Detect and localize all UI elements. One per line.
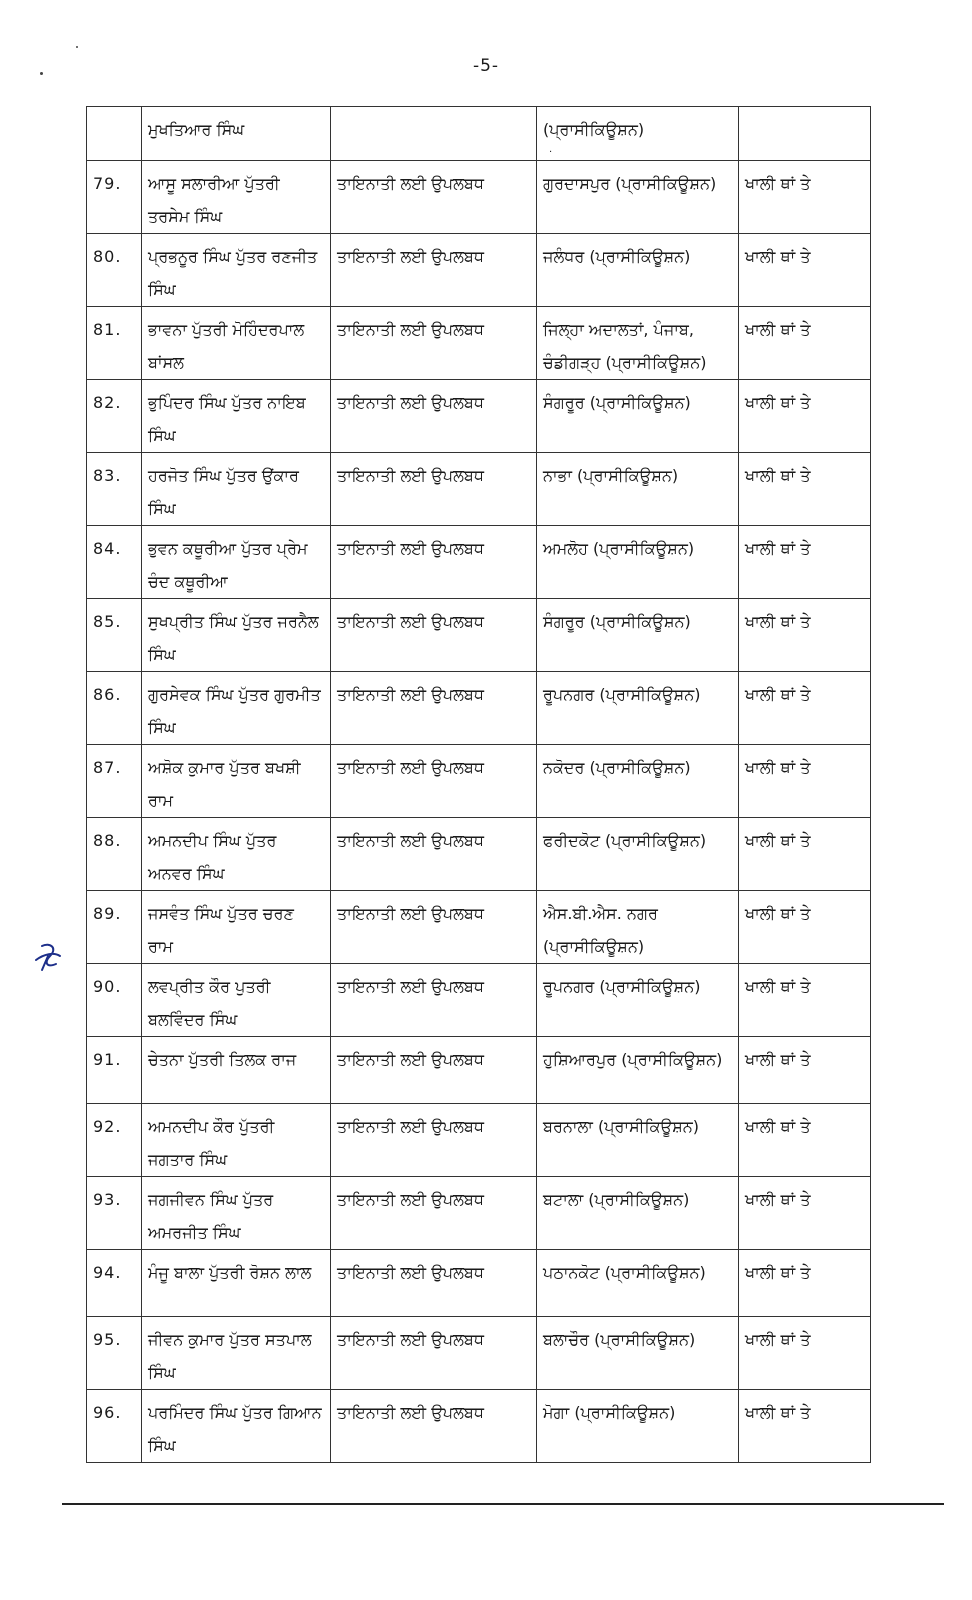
remark-cell: ਖਾਲੀ ਥਾਂ ਤੇ <box>739 380 871 453</box>
serial-number-cell: 88. <box>87 818 142 891</box>
remark-cell: ਖਾਲੀ ਥਾਂ ਤੇ <box>739 818 871 891</box>
serial-number-cell: 89. <box>87 891 142 964</box>
status-cell: ਤਾਇਨਾਤੀ ਲਈ ਉਪਲਬਧ <box>331 745 537 818</box>
officer-name-cell: ਅਸ਼ੋਕ ਕੁਮਾਰ ਪੁੱਤਰ ਬਖਸ਼ੀ ਰਾਮ <box>142 745 331 818</box>
status-cell: ਤਾਇਨਾਤੀ ਲਈ ਉਪਲਬਧ <box>331 672 537 745</box>
location-cell: ਜਿਲ੍ਹਾ ਅਦਾਲਤਾਂ, ਪੰਜਾਬ, ਚੰਡੀਗੜ੍ਹ (ਪ੍ਰਾਸੀਕਿਊਸ਼ਨ) <box>537 307 739 380</box>
table-row <box>87 964 871 1037</box>
location-cell: ਬਲਾਚੌਰ (ਪ੍ਰਾਸੀਕਿਊਸ਼ਨ) <box>537 1317 739 1390</box>
location-cell: ਨਾਭਾ (ਪ੍ਰਾਸੀਕਿਊਸ਼ਨ) <box>537 453 739 526</box>
serial-number-cell: 93. <box>87 1177 142 1250</box>
serial-number-cell: 94. <box>87 1250 142 1317</box>
table-row <box>87 307 871 380</box>
location-cell: ਬਟਾਲਾ (ਪ੍ਰਾਸੀਕਿਊਸ਼ਨ) <box>537 1177 739 1250</box>
footer-rule <box>62 1503 944 1505</box>
remark-cell: ਖਾਲੀ ਥਾਂ ਤੇ <box>739 745 871 818</box>
serial-number-cell: 81. <box>87 307 142 380</box>
location-cell: ਸੰਗਰੂਰ (ਪ੍ਰਾਸੀਕਿਊਸ਼ਨ) <box>537 380 739 453</box>
serial-number-cell: 82. <box>87 380 142 453</box>
officer-name-cell: ਅਮਨਦੀਪ ਸਿੰਘ ਪੁੱਤਰ ਅਨਵਰ ਸਿੰਘ <box>142 818 331 891</box>
location-cell: ਰੂਪਨਗਰ (ਪ੍ਰਾਸੀਕਿਊਸ਼ਨ) <box>537 672 739 745</box>
officer-name-cell: ਜਸਵੰਤ ਸਿੰਘ ਪੁੱਤਰ ਚਰਣ ਰਾਮ <box>142 891 331 964</box>
table-row <box>87 380 871 453</box>
serial-number-cell: 95. <box>87 1317 142 1390</box>
remark-cell: ਖਾਲੀ ਥਾਂ ਤੇ <box>739 964 871 1037</box>
posting-table <box>86 106 871 1463</box>
serial-number-cell: 84. <box>87 526 142 599</box>
officer-name-cell: ਜੀਵਨ ਕੁਮਾਰ ਪੁੱਤਰ ਸਤਪਾਲ ਸਿੰਘ <box>142 1317 331 1390</box>
remark-cell: ਖਾਲੀ ਥਾਂ ਤੇ <box>739 891 871 964</box>
status-cell: ਤਾਇਨਾਤੀ ਲਈ ਉਪਲਬਧ <box>331 161 537 234</box>
status-cell: ਤਾਇਨਾਤੀ ਲਈ ਉਪਲਬਧ <box>331 1104 537 1177</box>
officer-name-cell: ਜਗਜੀਵਨ ਸਿੰਘ ਪੁੱਤਰ ਅਮਰਜੀਤ ਸਿੰਘ <box>142 1177 331 1250</box>
remark-cell: ਖਾਲੀ ਥਾਂ ਤੇ <box>739 234 871 307</box>
remark-cell: ਖਾਲੀ ਥਾਂ ਤੇ <box>739 307 871 380</box>
page-number: -5- <box>472 56 500 76</box>
serial-number-cell: 87. <box>87 745 142 818</box>
location-cell: ਗੁਰਦਾਸਪੁਰ (ਪ੍ਰਾਸੀਕਿਊਸ਼ਨ) <box>537 161 739 234</box>
officer-name-cell: ਭਾਵਨਾ ਪੁੱਤਰੀ ਮੋਹਿੰਦਰਪਾਲ ਬਾਂਸਲ <box>142 307 331 380</box>
officer-name-cell: ਚੇਤਨਾ ਪੁੱਤਰੀ ਤਿਲਕ ਰਾਜ <box>142 1037 331 1104</box>
posting-table-body <box>87 107 871 1463</box>
location-cell: ਮੋਗਾ (ਪ੍ਰਾਸੀਕਿਊਸ਼ਨ) <box>537 1390 739 1463</box>
scan-speck <box>76 46 78 48</box>
officer-name-cell: ਪਰਮਿੰਦਰ ਸਿੰਘ ਪੁੱਤਰ ਗਿਆਨ ਸਿੰਘ <box>142 1390 331 1463</box>
status-cell <box>331 107 537 161</box>
remark-cell: ਖਾਲੀ ਥਾਂ ਤੇ <box>739 1390 871 1463</box>
scan-dot: . <box>549 144 553 155</box>
officer-name-cell: ਲਵਪ੍ਰੀਤ ਕੌਰ ਪੁਤਰੀ ਬਲਵਿੰਦਰ ਸਿੰਘ <box>142 964 331 1037</box>
location-cell: ਸੰਗਰੂਰ (ਪ੍ਰਾਸੀਕਿਊਸ਼ਨ) <box>537 599 739 672</box>
officer-name-cell: ਹਰਜੋਤ ਸਿੰਘ ਪੁੱਤਰ ਉਂਕਾਰ ਸਿੰਘ <box>142 453 331 526</box>
table-row <box>87 453 871 526</box>
location-cell: ਹੁਸ਼ਿਆਰਪੁਰ (ਪ੍ਰਾਸੀਕਿਊਸ਼ਨ) <box>537 1037 739 1104</box>
status-cell: ਤਾਇਨਾਤੀ ਲਈ ਉਪਲਬਧ <box>331 599 537 672</box>
table-row <box>87 526 871 599</box>
location-cell: ਨਕੋਦਰ (ਪ੍ਰਾਸੀਕਿਊਸ਼ਨ) <box>537 745 739 818</box>
table-row <box>87 745 871 818</box>
remark-cell: ਖਾਲੀ ਥਾਂ ਤੇ <box>739 161 871 234</box>
table-row <box>87 1104 871 1177</box>
table-row <box>87 1390 871 1463</box>
table-row <box>87 234 871 307</box>
location-cell: ਫਰੀਦਕੋਟ (ਪ੍ਰਾਸੀਕਿਊਸ਼ਨ) <box>537 818 739 891</box>
serial-cell <box>87 107 142 161</box>
location-cell: ਐਸ.ਬੀ.ਐਸ. ਨਗਰ (ਪ੍ਰਾਸੀਕਿਊਸ਼ਨ) <box>537 891 739 964</box>
status-cell: ਤਾਇਨਾਤੀ ਲਈ ਉਪਲਬਧ <box>331 526 537 599</box>
location-cell: ਬਰਨਾਲਾ (ਪ੍ਰਾਸੀਕਿਊਸ਼ਨ) <box>537 1104 739 1177</box>
location-cell: ਜਲੰਧਰ (ਪ੍ਰਾਸੀਕਿਊਸ਼ਨ) <box>537 234 739 307</box>
location-cell: ਅਮਲੋਹ (ਪ੍ਰਾਸੀਕਿਊਸ਼ਨ) <box>537 526 739 599</box>
officer-name-cell: ਗੁਰਸੇਵਕ ਸਿੰਘ ਪੁੱਤਰ ਗੁਰਮੀਤ ਸਿੰਘ <box>142 672 331 745</box>
remark-cell: ਖਾਲੀ ਥਾਂ ਤੇ <box>739 526 871 599</box>
remark-cell: ਖਾਲੀ ਥਾਂ ਤੇ <box>739 453 871 526</box>
officer-name-cell: ਭੁਪਿੰਦਰ ਸਿੰਘ ਪੁੱਤਰ ਨਾਇਬ ਸਿੰਘ <box>142 380 331 453</box>
table-row <box>87 891 871 964</box>
serial-number-cell: 85. <box>87 599 142 672</box>
handwritten-initials <box>30 934 68 974</box>
status-cell: ਤਾਇਨਾਤੀ ਲਈ ਉਪਲਬਧ <box>331 818 537 891</box>
location-text: (ਪ੍ਰਾਸੀਕਿਊਸ਼ਨ) <box>543 120 645 139</box>
officer-name-cell: ਮੁਖਤਿਆਰ ਸਿੰਘ <box>142 107 331 161</box>
serial-number-cell: 92. <box>87 1104 142 1177</box>
officer-name-cell: ਭੁਵਨ ਕਥੂਰੀਆ ਪੁੱਤਰ ਪ੍ਰੇਮ ਚੰਦ ਕਥੂਰੀਆ <box>142 526 331 599</box>
status-cell: ਤਾਇਨਾਤੀ ਲਈ ਉਪਲਬਧ <box>331 1390 537 1463</box>
serial-number-cell: 91. <box>87 1037 142 1104</box>
remark-cell <box>739 107 871 161</box>
status-cell: ਤਾਇਨਾਤੀ ਲਈ ਉਪਲਬਧ <box>331 453 537 526</box>
table-row-continuation <box>87 107 871 161</box>
remark-cell: ਖਾਲੀ ਥਾਂ ਤੇ <box>739 1177 871 1250</box>
officer-name-cell: ਆਸੂ ਸਲਾਰੀਆ ਪੁੱਤਰੀ ਤਰਸੇਮ ਸਿੰਘ <box>142 161 331 234</box>
serial-number-cell: 83. <box>87 453 142 526</box>
status-cell: ਤਾਇਨਾਤੀ ਲਈ ਉਪਲਬਧ <box>331 307 537 380</box>
officer-name-cell: ਪ੍ਰਭਨੂਰ ਸਿੰਘ ਪੁੱਤਰ ਰਣਜੀਤ ਸਿੰਘ <box>142 234 331 307</box>
table-row <box>87 672 871 745</box>
serial-number-cell: 79. <box>87 161 142 234</box>
table-row <box>87 1317 871 1390</box>
remark-cell: ਖਾਲੀ ਥਾਂ ਤੇ <box>739 672 871 745</box>
table-row <box>87 599 871 672</box>
table-row <box>87 818 871 891</box>
serial-number-cell: 96. <box>87 1390 142 1463</box>
officer-name-cell: ਸੁਖਪ੍ਰੀਤ ਸਿੰਘ ਪੁੱਤਰ ਜਰਨੈਲ ਸਿੰਘ <box>142 599 331 672</box>
remark-cell: ਖਾਲੀ ਥਾਂ ਤੇ <box>739 1317 871 1390</box>
remark-cell: ਖਾਲੀ ਥਾਂ ਤੇ <box>739 1250 871 1317</box>
remark-cell: ਖਾਲੀ ਥਾਂ ਤੇ <box>739 1037 871 1104</box>
status-cell: ਤਾਇਨਾਤੀ ਲਈ ਉਪਲਬਧ <box>331 380 537 453</box>
location-cell: ਪਠਾਨਕੋਟ (ਪ੍ਰਾਸੀਕਿਊਸ਼ਨ) <box>537 1250 739 1317</box>
status-cell: ਤਾਇਨਾਤੀ ਲਈ ਉਪਲਬਧ <box>331 1250 537 1317</box>
status-cell: ਤਾਇਨਾਤੀ ਲਈ ਉਪਲਬਧ <box>331 234 537 307</box>
status-cell: ਤਾਇਨਾਤੀ ਲਈ ਉਪਲਬਧ <box>331 1177 537 1250</box>
table-row <box>87 161 871 234</box>
location-cell <box>537 107 739 161</box>
status-cell: ਤਾਇਨਾਤੀ ਲਈ ਉਪਲਬਧ <box>331 1037 537 1104</box>
location-cell: ਰੂਪਨਗਰ (ਪ੍ਰਾਸੀਕਿਊਸ਼ਨ) <box>537 964 739 1037</box>
officer-name-cell: ਅਮਨਦੀਪ ਕੌਰ ਪੁੱਤਰੀ ਜਗਤਾਰ ਸਿੰਘ <box>142 1104 331 1177</box>
serial-number-cell: 86. <box>87 672 142 745</box>
status-cell: ਤਾਇਨਾਤੀ ਲਈ ਉਪਲਬਧ <box>331 1317 537 1390</box>
status-cell: ਤਾਇਨਾਤੀ ਲਈ ਉਪਲਬਧ <box>331 891 537 964</box>
remark-cell: ਖਾਲੀ ਥਾਂ ਤੇ <box>739 1104 871 1177</box>
serial-number-cell: 80. <box>87 234 142 307</box>
officer-name-cell: ਮੰਜੂ ਬਾਲਾ ਪੁੱਤਰੀ ਰੋਸ਼ਨ ਲਾਲ <box>142 1250 331 1317</box>
table-row <box>87 1037 871 1104</box>
serial-number-cell: 90. <box>87 964 142 1037</box>
status-cell: ਤਾਇਨਾਤੀ ਲਈ ਉਪਲਬਧ <box>331 964 537 1037</box>
table-row <box>87 1250 871 1317</box>
table-row <box>87 1177 871 1250</box>
remark-cell: ਖਾਲੀ ਥਾਂ ਤੇ <box>739 599 871 672</box>
